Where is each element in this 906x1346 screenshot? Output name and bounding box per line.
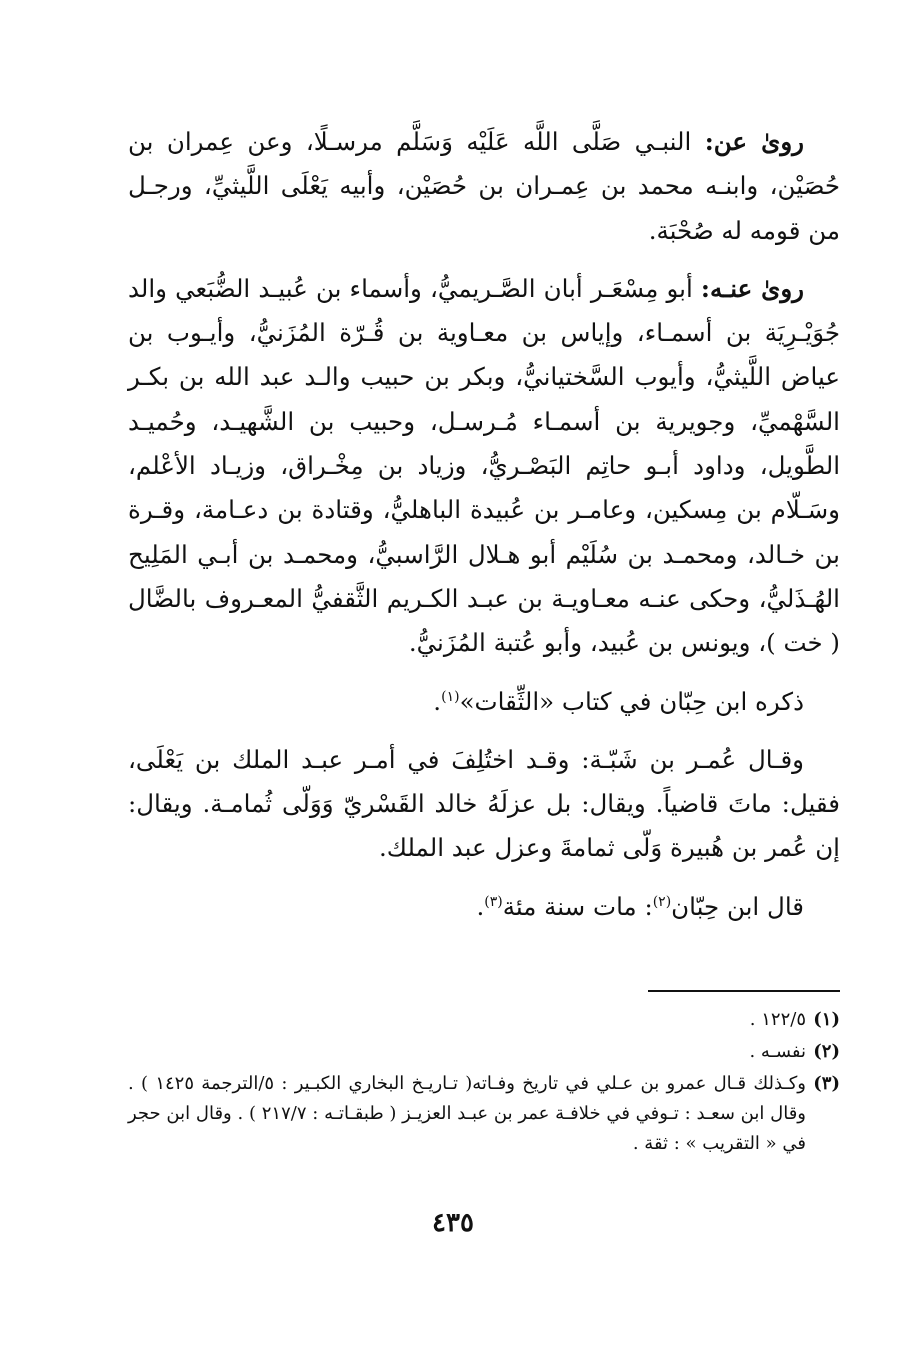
footnote-number: (٢): [813, 1041, 840, 1062]
paragraph-narrated-by: [128, 267, 840, 666]
footnote-number: (٣): [813, 1073, 840, 1094]
footnote-text: ١٢٢/٥ .: [749, 1009, 806, 1030]
death-year-text-a: قال ابن حِبّان: [671, 891, 804, 921]
narrated-from-heading: روىٰ عن:: [704, 127, 804, 156]
footnote-item: [128, 1005, 840, 1035]
footnote-item: [128, 1037, 840, 1067]
narrated-from-text: النبـي صَلَّى اللَّه عَلَيْه وَسَلَّم مرسـلًا، وعن عِمران بن حُصَيْن، وابنـه محمد بن عِمـران بن حُصَيْن، وأبيه يَعْلَى اللَّيثيِّ، ورجـل من قومه له صُحْبَة.: [128, 127, 840, 245]
footnotes: [128, 1005, 840, 1161]
paragraph-umar-ibn-shabba: [128, 738, 840, 871]
footnote-ref-1[interactable]: (١): [441, 688, 460, 705]
footnote-ref-3[interactable]: (٣): [484, 893, 503, 910]
footnote-number: (١): [813, 1009, 840, 1030]
thiqat-end: .: [433, 686, 442, 716]
page-number: ٤٣٥: [432, 1208, 474, 1238]
footnote-divider: [648, 990, 840, 992]
paragraph-ibn-hibban-thiqat: [128, 680, 840, 724]
death-year-text-b: : مات سنة مئة: [502, 891, 653, 921]
thiqat-text: ذكره ابن حِبّان في كتاب «الثِّقات»: [459, 686, 804, 716]
death-year-end: .: [476, 891, 485, 921]
umar-ibn-shabba-text: وقـال عُمـر بن شَبّـة: وقـد اختُلِفَ في أمـر عبـد الملك بن يَعْلَى، فقيل: ماتَ قاضياً. ويقال: بل عزلَهُ خالد القَسْريّ وَوَلّى ثُمامـة. ويقال: إن عُمر بن هُبيرة وَلّى ثمامةَ وعزل عبد الملك.: [128, 744, 840, 863]
footnote-item: [128, 1069, 840, 1159]
footnote-text: نفسـه .: [749, 1041, 806, 1062]
narrated-by-heading: روىٰ عنـه:: [700, 273, 804, 303]
narrated-by-text: أبو مِسْعَـر أبان الصَّـريميُّ، وأسماء بن عُبيـد الضُّبَعي والد جُوَيْـرِيَة بن أسمـاء، وإياس بن معـاوية بن قُـرّة المُزَنيُّ، وأيـوب بن عياض اللَّيثيُّ، وأيوب السَّختيانيُّ، وبكر بن حبيب والـد عبد الله بن بكـر السَّهْميِّ، وجويرية بن أسمـاء مُـرسـل، وحبيب بن الشَّهيـد، وحُميـد الطَّويل، وداود أبـو حاتِم البَصْـريُّ، وزياد بن مِخْـراق، وزيـاد الأعْلم، وسَـلّام بن مِسكين، وعامـر بن عُبيدة الباهليُّ، وقتادة بن دعـامة، وقـرة بن خـالد، ومحمـد بن سُلَيْم أبو هـلال الرَّاسبيُّ، ومحمـد بن أبـي المَلِيح الهُـذَليُّ، وحكى عنـه معـاويـة بن عبـد الكـريم الثَّقفيُّ المعـروف بالضَّال ( خت )، ويونس بن عُبيد، وأبو عُتبة المُزَنيُّ.: [128, 273, 840, 658]
footnote-text: وكـذلك قـال عمرو بن عـلي في تاريخ وفـاته( تـاريـخ البخاري الكبـير : ٥/الترجمة ١٤٢٥ ) . وقال ابن سعـد : تـوفي في خلافـة عمر بن عبـد العزيـز ( طبقـاتـه : ٢١٧/٧ ) . وقال ابن حجر في « التقريب » : ثقة .: [128, 1073, 807, 1154]
paragraph-death-year: [128, 885, 840, 929]
paragraph-narrated-from: [128, 120, 840, 253]
page-body: [128, 120, 840, 943]
footnote-ref-2[interactable]: (٢): [652, 893, 672, 910]
